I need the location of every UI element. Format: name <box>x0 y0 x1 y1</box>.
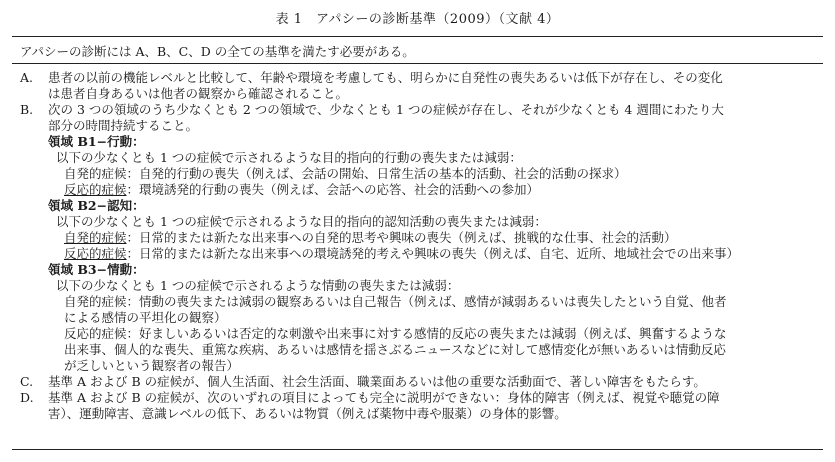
criterion-a-label: A. <box>20 70 34 85</box>
domain-b3-lead: 以下の少なくとも 1 つの症候で示されるような情動の喪失または減弱： <box>56 278 460 293</box>
domain-b1-lead: 以下の少なくとも 1 つの症候で示されるような目的指向的行動の喪失または減弱： <box>56 150 522 165</box>
criterion-c-line: 基準 A および B の症候が、個人生活面、社会生活面、職業面あるいは他の重要な活動面で、著しい障害をもたらす。 <box>48 374 706 389</box>
domain-b2-spontaneous <box>20 230 820 246</box>
symptom-line <box>64 294 820 310</box>
symptom-continuation: による感情の平坦化の観察） <box>64 310 227 325</box>
symptom-text: ：情動の喪失または減弱の観察あるいは自己報告（例えば、感情が減弱あるいは喪失したという自覚、他者 <box>126 294 727 309</box>
symptom-text: ：環境誘発的行動の喪失（例えば、会話への応答、社会的活動への参加） <box>126 182 540 197</box>
symptom-label: 反応的症候 <box>64 326 127 341</box>
table-title: 表 1 アパシーの診断基準（2009）（文献 4） <box>275 12 560 27</box>
header-rule <box>12 63 823 64</box>
criterion-a <box>20 70 820 102</box>
symptom-text: ：日常的または新たな出来事への環境誘発的考えや興味の喪失（例えば、自宅、近所、地域社会での出来事） <box>126 246 740 261</box>
criterion-b-line: 次の 3 つの領域のうち少なくとも 2 つの領域で、少なくとも 1 つの症候が存在し、それが少なくとも 4 週間にわたり大 <box>48 102 724 117</box>
symptom-continuation: 出来事、個人的な喪失、重篤な疾病、あるいは感情を揺さぶるニュースなどに対して感情変化が無いあるいは情動反応 <box>64 342 726 357</box>
domain-b3-heading: 領域 B3−情動： <box>48 262 145 277</box>
symptom-label: 反応的症候 <box>64 246 127 261</box>
criterion-b-line: 部分の時間持続すること。 <box>48 118 199 133</box>
criterion-c <box>20 374 820 390</box>
table-intro: アパシーの診断には A、B、C、D の全ての基準を満たす必要がある。 <box>20 44 415 59</box>
symptom-line <box>64 326 820 342</box>
symptom-label: 自発的症候 <box>64 166 127 181</box>
domain-b3-reactive <box>20 326 820 374</box>
domain-b2-lead: 以下の少なくとも 1 つの症候で示されるような目的指向的認知活動の喪失または減弱： <box>56 214 547 229</box>
symptom-text: ：自発的行動の喪失（例えば、会話の開始、日常生活の基本的活動、社会的活動の探求） <box>126 166 627 181</box>
symptom-continuation: が乏しいという観察者の報告） <box>64 358 240 373</box>
symptom-text: ：日常的または新たな出来事への自発的思考や興味の喪失（例えば、挑戦的な仕事、社会的活動） <box>126 230 677 245</box>
symptom-label: 自発的症候 <box>64 230 127 245</box>
symptom-label: 反応的症候 <box>64 182 127 197</box>
criterion-a-line: は患者自身あるいは他者の観察から確認されること。 <box>48 86 349 101</box>
criterion-d-label: D. <box>20 390 34 405</box>
criterion-c-label: C. <box>20 374 34 389</box>
domain-b1-reactive <box>20 182 820 198</box>
symptom-text: ：好ましいあるいは否定的な刺激や出来事に対する感情的反応の喪失または減弱（例えば、興奮するような <box>126 326 727 341</box>
domain-b1-heading: 領域 B1−行動： <box>48 134 145 149</box>
criterion-b-text <box>48 102 820 134</box>
bottom-rule <box>12 449 823 450</box>
domain-b1-spontaneous <box>20 166 820 182</box>
top-rule <box>12 36 823 37</box>
criterion-d-line: 害）、運動障害、意識レベルの低下、あるいは物質（例えば薬物中毒や服薬）の身体的影響。 <box>48 406 567 421</box>
criterion-d <box>20 390 820 422</box>
domain-b2-reactive <box>20 246 820 262</box>
criterion-c-text <box>48 374 820 390</box>
domain-b2-heading: 領域 B2−認知： <box>48 198 145 213</box>
symptom-label: 自発的症候 <box>64 294 127 309</box>
criterion-b <box>20 102 820 134</box>
criterion-a-text <box>48 70 820 102</box>
criterion-d-line: 基準 A および B の症候が、次のいずれの項目によっても完全に説明ができない：身体的障害（例えば、視覚や聴覚の障 <box>48 390 720 405</box>
criterion-d-text <box>48 390 820 422</box>
domain-b3-spontaneous <box>20 294 820 326</box>
criterion-a-line: 患者の以前の機能レベルと比較して、年齢や環境を考慮しても、明らかに自発性の喪失あるいは低下が存在し、その変化 <box>48 70 723 85</box>
criteria-list <box>20 70 820 422</box>
criterion-b-label: B. <box>20 102 34 117</box>
